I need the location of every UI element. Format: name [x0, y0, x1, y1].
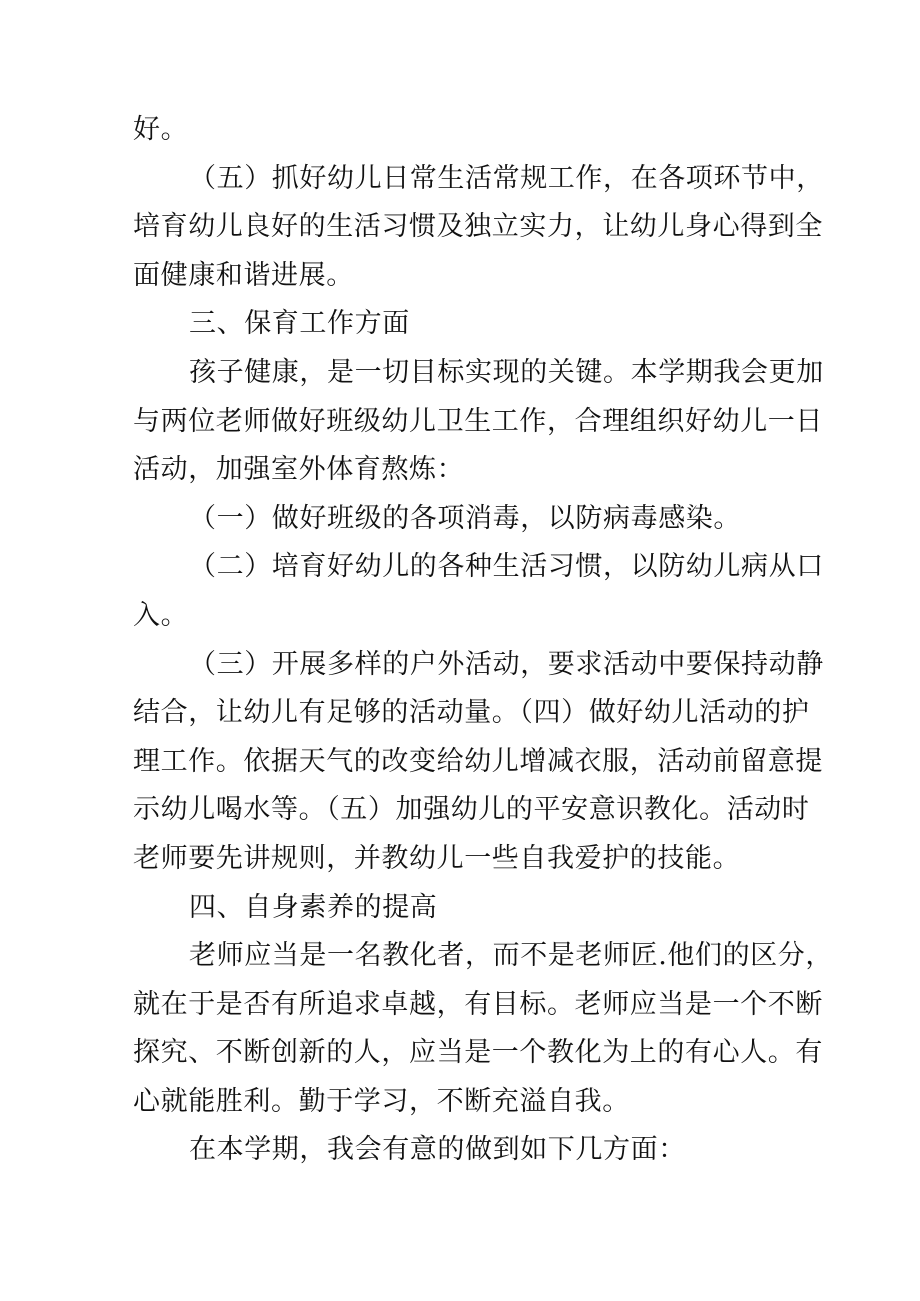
text-line: （二）培育好幼儿的各种生活习惯，以防幼儿病从口 [189, 551, 824, 583]
text-line: （一）做好班级的各项消毒，以防病毒感染。 [189, 502, 741, 534]
text-line: 与两位老师做好班级幼儿卫生工作，合理组织好幼儿一日 [133, 405, 823, 437]
text-line: 探究、不断创新的人，应当是一个教化为上的有心人。有 [133, 1037, 823, 1069]
document-body [133, 106, 833, 1175]
text-line: 示幼儿喝水等。（五）加强幼儿的平安意识教化。活动时 [133, 794, 810, 826]
text-line: 老师应当是一名教化者，而不是老师匠.他们的区分， [189, 940, 833, 972]
text-line: 培育幼儿良好的生活习惯及独立实力，让幼儿身心得到全 [133, 211, 823, 243]
text-line: 在本学期，我会有意的做到如下几方面： [189, 1134, 686, 1166]
text-line: 好。 [133, 114, 189, 145]
text-line: 心就能胜利。勤于学习，不断充溢自我。 [133, 1085, 630, 1117]
text-line: 活动，加强室外体育熬炼： [133, 454, 465, 486]
text-line: 理工作。依据天气的改变给幼儿增减衣服，活动前留意提 [133, 745, 823, 777]
text-line: （三）开展多样的户外活动，要求活动中要保持动静 [189, 648, 824, 680]
text-line: 孩子健康，是一切目标实现的关键。本学期我会更加 [189, 356, 824, 388]
text-line: 就在于是否有所追求卓越，有目标。老师应当是一个不断 [133, 988, 823, 1020]
text-line: 面健康和谐进展。 [133, 259, 354, 291]
text-line: （五）抓好幼儿日常生活常规工作，在各项环节中， [189, 162, 824, 194]
text-line: 老师要先讲规则，并教幼儿一些自我爱护的技能。 [133, 842, 741, 874]
section-heading: 三、保育工作方面 [189, 308, 410, 340]
text-line: 结合，让幼儿有足够的活动量。（四）做好幼儿活动的护 [133, 697, 810, 729]
text-line: 入。 [133, 599, 189, 631]
section-heading: 四、自身素养的提高 [189, 891, 438, 923]
